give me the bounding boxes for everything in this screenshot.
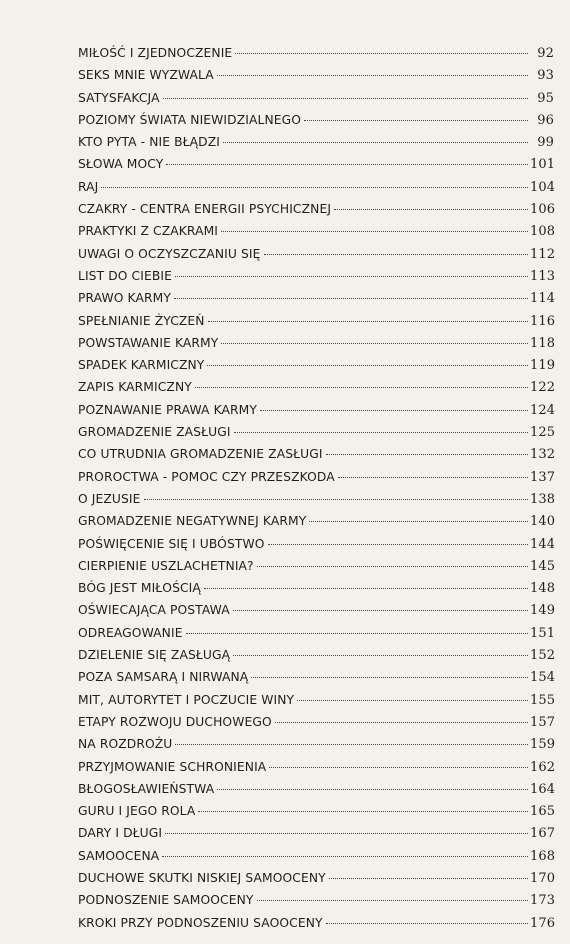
toc-entry — [78, 180, 554, 202]
toc-entry — [78, 826, 554, 848]
toc-entry-page-number: 140 — [530, 514, 556, 530]
toc-entry-title: SAMOOCENA — [78, 848, 160, 863]
toc-entry-title: KROKI PRZY PODNOSZENIU SAOOCENY — [78, 915, 323, 930]
toc-entry — [78, 380, 554, 402]
dot-leader — [144, 499, 528, 500]
toc-entry-title: GROMADZENIE ZASŁUGI — [78, 425, 231, 440]
toc-entry-page-number: 154 — [530, 670, 556, 686]
dot-leader — [338, 477, 528, 478]
toc-entry-page-number: 173 — [530, 893, 556, 909]
toc-entry-page-number: 118 — [530, 335, 556, 351]
toc-entry-title: BŁOGOSŁAWIEŃSTWA — [78, 781, 215, 796]
toc-entry-page-number: 164 — [530, 781, 556, 797]
toc-entry-title: DARY I DŁUGI — [78, 826, 163, 841]
toc-entry-title: LIST DO CIEBIE — [78, 268, 172, 283]
dot-leader — [208, 321, 528, 322]
toc-entry-page-number: 155 — [530, 692, 556, 708]
toc-entry-title: SATYSFAKCJA — [78, 90, 160, 105]
toc-entry — [78, 46, 554, 68]
dot-leader — [251, 677, 528, 678]
toc-entry — [78, 314, 554, 336]
toc-entry — [78, 447, 554, 469]
toc-entry-title: PODNOSZENIE SAMOOCENY — [78, 893, 254, 908]
toc-entry-title: POWSTAWANIE KARMY — [78, 335, 219, 350]
toc-entry-page-number: 176 — [530, 915, 556, 931]
toc-entry-title: SPEŁNIANIE ŻYCZEŃ — [78, 313, 205, 328]
toc-entry-title: ODREAGOWANIE — [78, 625, 183, 640]
toc-entry-title: POŚWIĘCENIE SIĘ I UBÓSTWO — [78, 536, 265, 551]
toc-entry — [78, 157, 554, 179]
toc-entry — [78, 470, 554, 492]
toc-entry-title: PRAWO KARMY — [78, 291, 171, 306]
dot-leader — [165, 833, 528, 834]
toc-entry — [78, 760, 554, 782]
toc-entry — [78, 916, 554, 938]
toc-entry-title: DZIELENIE SIĘ ZASŁUGĄ — [78, 648, 231, 663]
toc-entry-title: O JEZUSIE — [78, 491, 141, 506]
toc-entry-page-number: 149 — [530, 603, 556, 619]
dot-leader — [268, 544, 528, 545]
toc-entry-page-number: 106 — [530, 202, 556, 218]
toc-entry — [78, 871, 554, 893]
dot-leader — [221, 343, 528, 344]
dot-leader — [195, 387, 528, 388]
toc-entry-page-number: 165 — [530, 804, 556, 820]
toc-entry-page-number: 162 — [530, 759, 556, 775]
toc-entry — [78, 782, 554, 804]
toc-entry-page-number: 152 — [530, 648, 556, 664]
dot-leader — [260, 410, 528, 411]
dot-leader — [257, 566, 528, 567]
toc-entry-page-number: 119 — [530, 358, 556, 374]
toc-entry-title: POZA SAMSARĄ I NIRWANĄ — [78, 670, 249, 685]
toc-entry — [78, 737, 554, 759]
dot-leader — [207, 365, 528, 366]
toc-entry-title: SPADEK KARMICZNY — [78, 358, 205, 373]
toc-entry-page-number: 138 — [530, 491, 556, 507]
toc-entry — [78, 603, 554, 625]
toc-entry-title: UWAGI O OCZYSZCZANIU SIĘ — [78, 246, 261, 261]
toc-entry-page-number: 168 — [530, 848, 556, 864]
toc-entry-title: ETAPY ROZWOJU DUCHOWEGO — [78, 714, 272, 729]
toc-entry — [78, 403, 554, 425]
toc-entry — [78, 537, 554, 559]
dot-leader — [175, 276, 528, 277]
toc-entry-page-number: 113 — [530, 268, 556, 284]
toc-entry-title: CIERPIENIE USZLACHETNIA? — [78, 558, 254, 573]
dot-leader — [175, 744, 528, 745]
toc-entry-title: SŁOWA MOCY — [78, 157, 164, 172]
dot-leader — [204, 588, 528, 589]
toc-entry-page-number: 93 — [537, 68, 554, 84]
toc-entry-title: MIT, AUTORYTET I POCZUCIE WINY — [78, 692, 295, 707]
toc-entry-page-number: 167 — [530, 826, 556, 842]
dot-leader — [269, 767, 528, 768]
toc-entry-page-number: 170 — [530, 870, 556, 886]
toc-entry — [78, 135, 554, 157]
toc-entry-title: NA ROZDROŻU — [78, 737, 173, 752]
dot-leader — [334, 209, 528, 210]
toc-entry — [78, 269, 554, 291]
dot-leader — [101, 187, 528, 188]
dot-leader — [174, 298, 528, 299]
toc-entry-page-number: 112 — [530, 246, 556, 262]
dot-leader — [162, 856, 528, 857]
dot-leader — [163, 98, 528, 99]
dot-leader — [233, 655, 528, 656]
toc-entry — [78, 336, 554, 358]
toc-entry-page-number: 122 — [530, 380, 556, 396]
toc-entry — [78, 358, 554, 380]
dot-leader — [166, 164, 528, 165]
toc-entry-page-number: 137 — [530, 469, 556, 485]
toc-entry-title: PRAKTYKI Z CZAKRAMI — [78, 224, 219, 239]
toc-entry-title: BÓG JEST MIŁOŚCIĄ — [78, 581, 201, 596]
toc-entry — [78, 68, 554, 90]
toc-entry-page-number: 108 — [530, 224, 556, 240]
toc-entry-page-number: 151 — [530, 625, 556, 641]
toc-entry-title: CZAKRY - CENTRA ENERGII PSYCHICZNEJ — [78, 202, 332, 217]
toc-entry-title: SEKS MNIE WYZWALA — [78, 68, 214, 83]
toc-entry-page-number: 145 — [530, 558, 556, 574]
toc-entry — [78, 648, 554, 670]
toc-entry — [78, 91, 554, 113]
toc-entry-title: POZIOMY ŚWIATA NIEWIDZIALNEGO — [78, 112, 302, 127]
toc-entry-page-number: 144 — [530, 536, 556, 552]
toc-entry — [78, 693, 554, 715]
toc-entry-title: MIŁOŚĆ I ZJEDNOCZENIE — [78, 46, 233, 60]
toc-entry-title: RAJ — [78, 179, 99, 194]
toc-entry — [78, 425, 554, 447]
toc-entry-page-number: 101 — [530, 157, 556, 173]
toc-entry — [78, 113, 554, 135]
toc-entry — [78, 626, 554, 648]
dot-leader — [221, 231, 528, 232]
toc-entry-title: POZNAWANIE PRAWA KARMY — [78, 402, 257, 417]
dot-leader — [234, 432, 528, 433]
toc-entry-page-number: 124 — [530, 402, 556, 418]
toc-entry-page-number: 159 — [530, 737, 556, 753]
dot-leader — [223, 142, 528, 143]
toc-entry — [78, 804, 554, 826]
dot-leader — [233, 610, 528, 611]
toc-entry — [78, 715, 554, 737]
dot-leader — [329, 878, 528, 879]
toc-entry-page-number: 96 — [537, 112, 554, 128]
dot-leader — [304, 120, 528, 121]
dot-leader — [235, 53, 528, 54]
table-of-contents — [78, 46, 554, 938]
toc-entry-page-number: 125 — [530, 425, 556, 441]
toc-entry — [78, 559, 554, 581]
toc-entry — [78, 492, 554, 514]
dot-leader — [309, 521, 528, 522]
toc-entry-page-number: 95 — [537, 90, 554, 106]
toc-entry-page-number: 116 — [530, 313, 556, 329]
toc-entry-page-number: 114 — [530, 291, 556, 307]
toc-entry-page-number: 99 — [537, 135, 554, 151]
dot-leader — [297, 700, 528, 701]
toc-entry-title: PRZYJMOWANIE SCHRONIENIA — [78, 759, 267, 774]
toc-entry-page-number: 104 — [530, 179, 556, 195]
toc-entry-title: PROROCTWA - POMOC CZY PRZESZKODA — [78, 469, 335, 484]
dot-leader — [217, 789, 528, 790]
toc-entry — [78, 893, 554, 915]
toc-entry — [78, 291, 554, 313]
toc-entry — [78, 849, 554, 871]
toc-entry-page-number: 157 — [530, 714, 556, 730]
dot-leader — [264, 254, 528, 255]
toc-entry-title: OŚWIECAJĄCA POSTAWA — [78, 603, 230, 618]
toc-entry — [78, 224, 554, 246]
toc-entry — [78, 202, 554, 224]
toc-entry-page-number: 132 — [530, 447, 556, 463]
dot-leader — [217, 75, 528, 76]
dot-leader — [186, 633, 528, 634]
toc-entry-page-number: 92 — [537, 46, 554, 61]
toc-entry-page-number: 148 — [530, 581, 556, 597]
toc-entry-title: DUCHOWE SKUTKI NISKIEJ SAMOOCENY — [78, 870, 326, 885]
dot-leader — [257, 900, 528, 901]
dot-leader — [326, 923, 528, 924]
toc-entry-title: KTO PYTA - NIE BŁĄDZI — [78, 135, 220, 150]
toc-entry-title: CO UTRUDNIA GROMADZENIE ZASŁUGI — [78, 447, 323, 462]
toc-entry — [78, 670, 554, 692]
dot-leader — [198, 811, 528, 812]
toc-entry — [78, 514, 554, 536]
toc-entry-title: GURU I JEGO ROLA — [78, 804, 196, 819]
toc-entry-title: ZAPIS KARMICZNY — [78, 380, 192, 395]
toc-entry-title: GROMADZENIE NEGATYWNEJ KARMY — [78, 514, 307, 529]
dot-leader — [275, 722, 528, 723]
dot-leader — [326, 454, 528, 455]
toc-entry — [78, 247, 554, 269]
toc-entry — [78, 581, 554, 603]
